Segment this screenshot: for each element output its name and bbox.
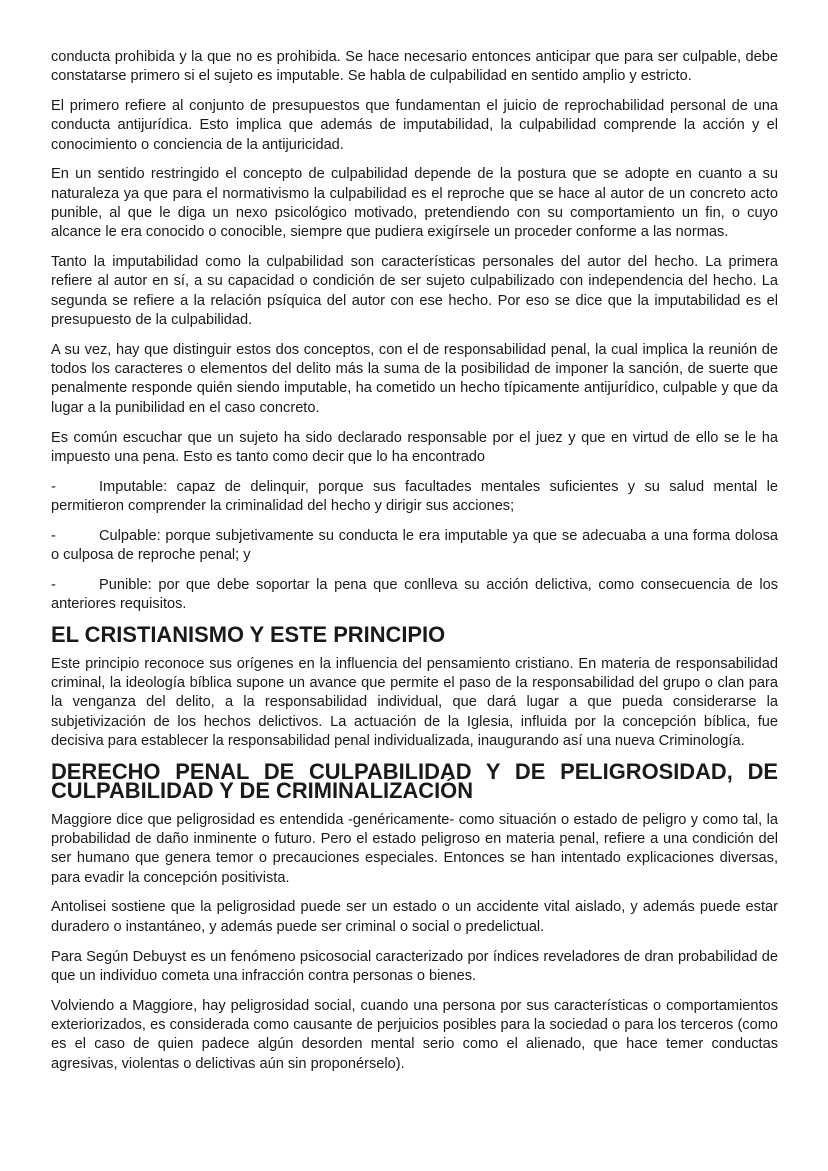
paragraph: A su vez, hay que distinguir estos dos conceptos, con el de responsabilidad penal, la cual implica la reunión de todos los caracteres o elementos del delito más la suma de la posibilidad de imponer la sanción, de suerte que penalmente responde quién siendo imputable, ha cometido un hecho típicamente antijurídico, culpable y que da lugar a la punibilidad en el caso concreto. bbox=[51, 341, 778, 416]
paragraph: Tanto la imputabilidad como la culpabilidad son características personales del autor del hecho. La primera refiere al autor en sí, a su capacidad o condición de ser sujeto culpabilizado con independencia del hecho. La segunda se refiere a la relación psíquica del autor con ese hecho. Por eso se dice que la imputabilidad es el presupuesto de la culpabilidad. bbox=[51, 254, 778, 329]
list-item-text: Culpable: porque subjetivamente su conducta le era imputable ya que se adecuaba a una forma dolosa o culposa de reproche penal; y bbox=[51, 527, 778, 564]
paragraph: Maggiore dice que peligrosidad es entendida -genéricamente- como situación o estado de peligro y como tal, la probabilidad de daño inminente o futuro. Pero el estado peligroso en materia penal, refiere a una condición del ser humano que genera temor o precauciones especiales. Entonces se han intentado explicaciones diversas, para evadir la concepción positivista. bbox=[51, 811, 778, 886]
list-item-text: Imputable: capaz de delinquir, porque sus facultades mentales suficientes y su salud mental le permitieron comprender la criminalidad del hecho y dirigir sus acciones; bbox=[51, 478, 778, 514]
list-dash: - bbox=[51, 527, 56, 544]
section-heading: DERECHO PENAL DE CULPABILIDAD Y DE PELIGROSIDAD, DE CULPABILIDAD Y DE CRIMINALIZACIÓN bbox=[51, 758, 778, 803]
list-item bbox=[51, 527, 778, 566]
paragraph: Antolisei sostiene que la peligrosidad puede ser un estado o un accidente vital aislado, y además puede estar duradero o instantáneo, y además puede ser criminal o social o predelictual. bbox=[51, 899, 778, 935]
list-item bbox=[51, 576, 778, 615]
paragraph: Volviendo a Maggiore, hay peligrosidad social, cuando una persona por sus características o comportamientos exteriorizados, es considerada como causante de perjuicios posibles para la sociedad o para los terceros (como es el caso de quien padece algún desorden mental serio como el alienado, que hace temer conductas agresivas, violentas o delictivas aún sin proponérselo). bbox=[51, 997, 778, 1072]
paragraph: Este principio reconoce sus orígenes en la influencia del pensamiento cristiano. En materia de responsabilidad criminal, la ideología bíblica supone un avance que permite el paso de la responsabilidad del grupo o clan para la venganza del delito, a la responsabilidad individual, que dará lugar a que pueda considerarse la subjetivización de los hechos delictivos. La actuación de la Iglesia, influida por la concepción bíblica, fue decisiva para establecer la responsabilidad penal individualizada, inaugurando así una nueva Criminología. bbox=[51, 655, 778, 749]
document-page bbox=[51, 48, 778, 1084]
list-dash: - bbox=[51, 576, 56, 593]
paragraph: conducta prohibida y la que no es prohibida. Se hace necesario entonces anticipar que para ser culpable, debe constatarse primero si el sujeto es imputable. Se habla de culpabilidad en sentido amplio y estricto. bbox=[51, 49, 778, 85]
paragraph: Para Según Debuyst es un fenómeno psicosocial caracterizado por índices reveladores de dran probabilidad de que un individuo cometa una infracción contra personas o bienes. bbox=[51, 948, 778, 984]
list-dash: - bbox=[51, 478, 56, 495]
list-item bbox=[51, 478, 778, 517]
paragraph: Es común escuchar que un sujeto ha sido declarado responsable por el juez y que en virtud de ello se le ha impuesto una pena. Esto es tanto como decir que lo ha encontrado bbox=[51, 429, 778, 465]
paragraph: El primero refiere al conjunto de presupuestos que fundamentan el juicio de reprochabilidad personal de una conducta antijurídica. Esto implica que además de imputabilidad, la culpabilidad comprende la acción y el conocimiento o conciencia de la antijuricidad. bbox=[51, 98, 778, 153]
section-heading: EL CRISTIANISMO Y ESTE PRINCIPIO bbox=[51, 621, 446, 647]
list-item-text: Punible: por que debe soportar la pena que conlleva su acción delictiva, como consecuencia de los anteriores requisitos. bbox=[51, 576, 778, 613]
paragraph: En un sentido restringido el concepto de culpabilidad depende de la postura que se adopte en cuanto a su naturaleza ya que para el normativismo la culpabilidad es el reproche que se hace al autor de un concreto acto punible, al que le diga un nexo psicológico motivado, pretendiendo con su comportamiento un fin, o cuyo alcance le era conocido o conocible, siempre que pudiera exigírsele un proceder conforme a las normas. bbox=[51, 166, 778, 241]
